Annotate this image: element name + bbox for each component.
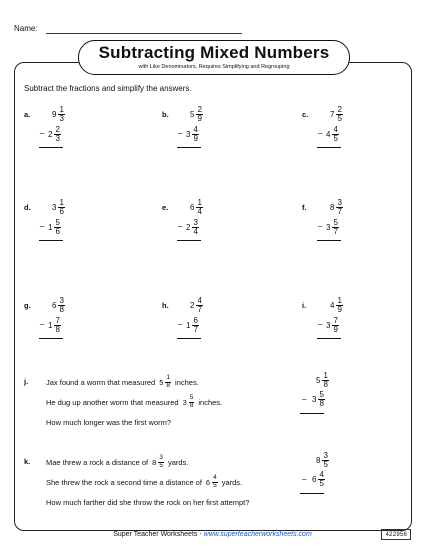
minuend: [330, 199, 343, 216]
minuend: [316, 372, 329, 389]
subtrahend: [326, 126, 339, 143]
whole-number: 2: [190, 301, 195, 310]
fraction: [336, 106, 342, 123]
fraction: [58, 106, 64, 123]
numerator: 7: [55, 316, 60, 325]
minuend: [330, 297, 343, 314]
denominator: 5: [323, 460, 328, 469]
fraction: [196, 106, 202, 123]
denominator: 7: [193, 325, 198, 334]
whole-number: 2: [186, 223, 191, 232]
denominator: 8: [59, 305, 64, 314]
denominator: 4: [193, 227, 198, 236]
whole-number: 6: [52, 301, 57, 310]
text-post: inches.: [198, 397, 223, 407]
denominator: 5: [213, 481, 217, 489]
whole-number: 8: [330, 203, 335, 212]
denominator: 6: [59, 207, 64, 216]
problem-i: [302, 297, 402, 357]
numerator: 4: [319, 470, 324, 479]
minuend: [52, 106, 65, 123]
problem-e: [162, 199, 262, 259]
minuend: [52, 199, 65, 216]
whole-number: 7: [330, 110, 335, 119]
minuend: [52, 297, 65, 314]
fraction: [322, 372, 328, 389]
numerator: 3: [59, 296, 64, 305]
minus-sign: _: [318, 125, 323, 134]
whole-number: 1: [48, 223, 53, 232]
fraction: [54, 219, 60, 236]
answer-line: [39, 147, 63, 148]
whole-number: 5: [316, 376, 321, 385]
numerator: 3: [323, 451, 328, 460]
whole-number: 3: [182, 397, 187, 407]
footer-site-link[interactable]: www.superteacherworksheets.com: [203, 531, 312, 538]
subtrahend: [186, 317, 199, 334]
problem-letter: i.: [302, 301, 307, 310]
minus-sign: _: [318, 218, 323, 227]
word-problem-line-1: [46, 455, 188, 469]
minus-sign: _: [178, 316, 183, 325]
minuend: [316, 452, 329, 469]
title-box: [78, 40, 350, 75]
answer-line: [39, 338, 63, 339]
numerator: 7: [333, 316, 338, 325]
numerator: 3: [193, 218, 198, 227]
numerator: 5: [333, 218, 338, 227]
minus-sign: _: [40, 218, 45, 227]
numerator: 4: [193, 125, 198, 134]
numerator: 1: [166, 374, 171, 381]
whole-number: 6: [312, 475, 317, 484]
problem-letter: d.: [24, 203, 31, 212]
minuend: [190, 297, 203, 314]
answer-line: [317, 147, 341, 148]
problem-g: [24, 297, 124, 357]
footer-brand: Super Teacher Worksheets -: [113, 531, 204, 538]
fraction: [196, 297, 202, 314]
subtrahend: [48, 219, 61, 236]
denominator: 7: [337, 207, 342, 216]
fraction: [332, 317, 338, 334]
fraction: [196, 199, 202, 216]
problem-h: [162, 297, 262, 357]
denominator: 8: [189, 401, 194, 409]
whole-number: 3: [326, 223, 331, 232]
problem-letter: j.: [24, 377, 29, 386]
denominator: 5: [333, 134, 338, 143]
subtrahend: [326, 317, 339, 334]
fraction: [158, 455, 164, 469]
numerator: 3: [337, 198, 342, 207]
fraction: [54, 126, 60, 143]
minuend: [190, 199, 203, 216]
whole-number: 1: [48, 321, 53, 330]
minus-sign: _: [302, 471, 307, 480]
fraction: [192, 219, 198, 236]
page-title: Subtracting Mixed Numbers: [98, 43, 330, 62]
subtrahend: [48, 317, 61, 334]
subtrahend: [186, 126, 199, 143]
problem-letter: h.: [162, 301, 169, 310]
denominator: 8: [166, 381, 171, 389]
fraction: [332, 219, 338, 236]
problem-f: [302, 199, 402, 259]
instructions: Subtract the fractions and simplify the answers.: [24, 84, 192, 93]
denominator: 3: [59, 114, 64, 123]
fraction: [165, 375, 171, 389]
answer-line: [177, 338, 201, 339]
subtrahend: [48, 126, 61, 143]
numerator: 5: [189, 394, 194, 401]
denominator: 8: [55, 325, 60, 334]
page-subtitle: with Like Denominators, Requires Simplifying and Regrouping: [138, 64, 290, 70]
minuend: [330, 106, 343, 123]
whole-number: 5: [190, 110, 195, 119]
whole-number: 3: [52, 203, 57, 212]
problem-c: [302, 106, 402, 166]
problem-letter: b.: [162, 110, 169, 119]
denominator: 4: [197, 207, 202, 216]
subtrahend: [326, 219, 339, 236]
denominator: 7: [197, 305, 202, 314]
denominator: 8: [319, 399, 324, 408]
whole-number: 3: [312, 395, 317, 404]
word-problem-question: How much farther did she throw the rock on her first attempt?: [46, 498, 250, 507]
word-problem-line-2: [46, 475, 242, 489]
fraction: [192, 126, 198, 143]
text-post: inches.: [175, 377, 199, 387]
numerator: 5: [55, 218, 60, 227]
text-pre: She threw the rock a second time a distance of: [46, 477, 202, 487]
answer-line: [177, 147, 201, 148]
fraction: [189, 395, 195, 409]
whole-number: 3: [186, 130, 191, 139]
text-post: yards.: [167, 457, 189, 467]
problem-letter: a.: [24, 110, 31, 119]
text-pre: Mae threw a rock a distance of: [46, 457, 149, 467]
problem-letter: g.: [24, 301, 31, 310]
whole-number: 6: [190, 203, 195, 212]
fraction: [332, 126, 338, 143]
denominator: 5: [159, 461, 163, 469]
whole-number: 8: [152, 457, 157, 467]
whole-number: 5: [159, 377, 164, 387]
fraction: [336, 297, 342, 314]
whole-number: 2: [48, 130, 53, 139]
numerator: 4: [213, 474, 217, 481]
denominator: 3: [55, 134, 60, 143]
minus-sign: _: [40, 125, 45, 134]
subtrahend: [186, 219, 199, 236]
denominator: 9: [197, 114, 202, 123]
whole-number: 6: [205, 477, 211, 487]
whole-number: 3: [326, 321, 331, 330]
minuend: [190, 106, 203, 123]
problem-letter: f.: [302, 203, 307, 212]
subtrahend: [312, 471, 325, 488]
fraction: [54, 317, 60, 334]
fraction: [318, 391, 324, 408]
numerator: 3: [159, 454, 163, 461]
subtrahend: [312, 391, 325, 408]
answer-line: [300, 493, 324, 494]
whole-number: 8: [316, 456, 321, 465]
answer-line: [317, 338, 341, 339]
numerator: 4: [197, 296, 202, 305]
fraction: [192, 317, 198, 334]
worksheet-code: 422956: [381, 529, 411, 540]
denominator: 5: [337, 114, 342, 123]
numerator: 2: [337, 105, 342, 114]
word-problem-line-1: [46, 375, 199, 389]
answer-line: [317, 240, 341, 241]
problem-letter: c.: [302, 110, 309, 119]
denominator: 9: [337, 305, 342, 314]
answer-line: [300, 413, 324, 414]
name-label: Name:: [14, 24, 38, 33]
answer-line: [177, 240, 201, 241]
text-post: yards.: [221, 477, 243, 487]
problem-letter: k.: [24, 457, 31, 466]
whole-number: 1: [186, 321, 191, 330]
word-problem-line-2: [46, 395, 222, 409]
fraction: [322, 452, 328, 469]
problem-d: [24, 199, 124, 259]
name-line: [46, 33, 242, 34]
fraction: [58, 297, 64, 314]
whole-number: 4: [326, 130, 331, 139]
whole-number: 9: [52, 110, 57, 119]
denominator: 8: [323, 380, 328, 389]
numerator: 6: [193, 316, 198, 325]
fraction: [318, 471, 324, 488]
denominator: 7: [333, 227, 338, 236]
numerator: 2: [55, 125, 60, 134]
denominator: 6: [55, 227, 60, 236]
minus-sign: _: [178, 218, 183, 227]
numerator: 1: [323, 371, 328, 380]
numerator: 4: [333, 125, 338, 134]
numerator: 1: [197, 198, 202, 207]
denominator: 9: [333, 325, 338, 334]
numerator: 1: [59, 105, 64, 114]
problem-a: [24, 106, 124, 166]
problem-b: [162, 106, 262, 166]
numerator: 2: [197, 105, 202, 114]
numerator: 1: [59, 198, 64, 207]
minus-sign: _: [302, 391, 307, 400]
fraction: [212, 475, 218, 489]
minus-sign: _: [40, 316, 45, 325]
word-problem-question: How much longer was the first worm?: [46, 418, 172, 427]
denominator: 5: [319, 479, 324, 488]
fraction: [336, 199, 342, 216]
whole-number: 4: [330, 301, 335, 310]
problem-letter: e.: [162, 203, 169, 212]
answer-line: [39, 240, 63, 241]
minus-sign: _: [318, 316, 323, 325]
text-pre: Jax found a worm that measured: [46, 377, 156, 387]
text-pre: He dug up another worm that measured: [46, 397, 179, 407]
denominator: 9: [193, 134, 198, 143]
numerator: 1: [337, 296, 342, 305]
numerator: 5: [319, 390, 324, 399]
footer: [0, 531, 425, 538]
fraction: [58, 199, 64, 216]
minus-sign: _: [178, 125, 183, 134]
